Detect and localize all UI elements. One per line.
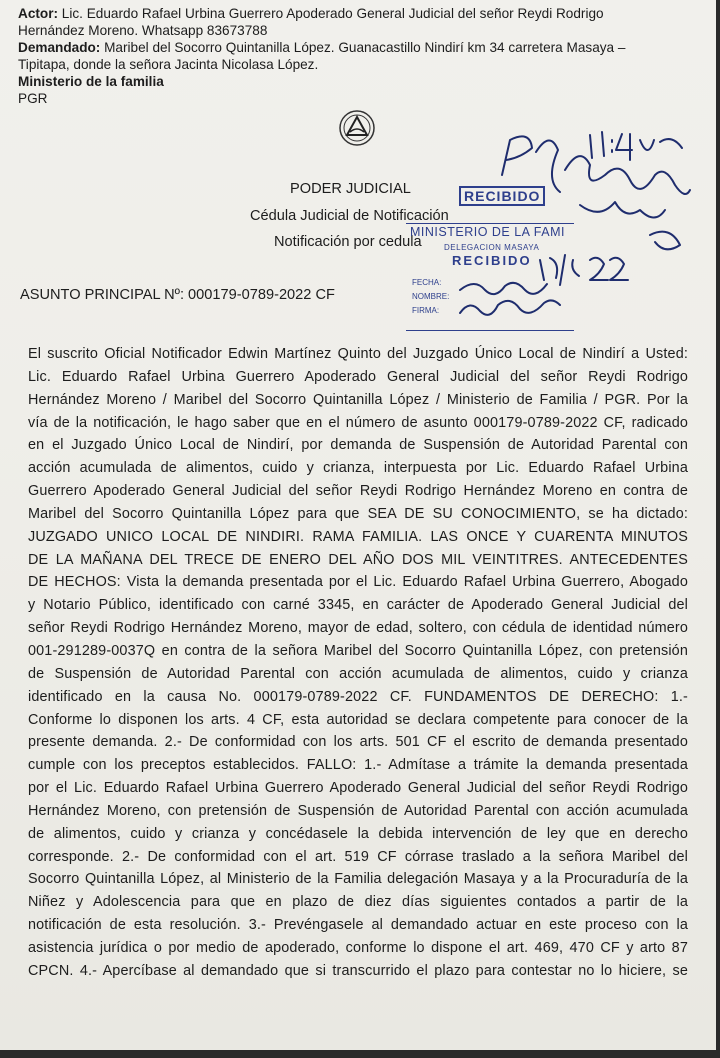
notification-body (28, 343, 688, 983)
body-line: presente demanda. 2.- De conformidad con los arts. 501 CF el escrito de demanda presentado (28, 734, 688, 751)
bottom-edge (0, 1050, 720, 1058)
body-line: Lic. Eduardo Rafael Urbina Guerrero Apoderado General Judicial del señor Reydi Rodrigo (28, 368, 688, 385)
cedula-title: Cédula Judicial de Notificación (250, 208, 449, 224)
stamp-fecha-label: FECHA: (412, 278, 442, 287)
body-line: asistencia jurídica o por medio de apoderado, conforme lo dispone el art. 469, 470 CF y arto 87 (28, 939, 688, 956)
body-line: y Notario Público, identificado con carné 3345, en carácter de Apoderado General Judicial del (28, 597, 688, 614)
asunto-principal: ASUNTO PRINCIPAL Nº: 000179-0789-2022 CF (20, 287, 335, 303)
body-line: Socorro Quintanilla López, al Ministerio de la Familia delegación Masaya y a la Procuraduría de la (28, 871, 688, 888)
ministerio-line: Ministerio de la familia (18, 74, 164, 89)
body-line: Maribel del Socorro Quintanilla López para que SEA DE SU CONOCIMIENTO, se ha dictado: (28, 505, 688, 522)
body-line: de alimentos, cuido y crianza y concédasele la debida intervención de ley que en derecho (28, 825, 688, 842)
demandado-line-1: Demandado: Maribel del Socorro Quintanilla López. Guanacastillo Nindirí km 34 carretera Masaya – (18, 40, 626, 55)
body-line: notificación de esta resolución. 3.- Prevéngasele al demandado actuar en este proceso con la (28, 917, 688, 934)
stamp-recibido: RECIBIDO (452, 253, 532, 268)
body-line: corresponde. 2.- De conformidad con el art. 519 CF córrase traslado a la señora Maribel del (28, 848, 688, 865)
body-line: acción acumulada de alimentos, cuido y crianza, interpuesta por Lic. Eduardo Rafael Urbina (28, 460, 688, 477)
notificacion-title: Notificación por cedula (274, 234, 422, 250)
body-line: 001-291289-0037Q en contra de la señora Maribel del Socorro Quintanilla López, con pretensión (28, 642, 688, 659)
actor-line-2: Hernández Moreno. Whatsapp 83673788 (18, 23, 268, 38)
demandado-line-2: Tipitapa, donde la señora Jacinta Nicolasa López. (18, 57, 319, 72)
actor-line-1: Actor: Lic. Eduardo Rafael Urbina Guerrero Apoderado General Judicial del señor Reydi Rodrigo (18, 6, 604, 21)
pgr-line: PGR (18, 91, 48, 106)
body-line: vía de la notificación, le hago saber que en el número de asunto 000179-0789-2022 CF, radicado (28, 414, 688, 431)
body-line: DE HECHOS: Vista la demanda presentada por el Lic. Eduardo Rafael Urbina Guerrero, Abogado (28, 574, 688, 591)
body-line: Conforme lo disponen los arts. 4 CF, esta autoridad se declara competente para conocer de la (28, 711, 688, 728)
handwritten-annotations (440, 110, 710, 320)
body-line: Hernández Moreno, con pretensión de Suspensión de Autoridad Parental con acción acumulada (28, 802, 688, 819)
stamp-ministerio: MINISTERIO DE LA FAMI (410, 225, 565, 239)
body-line: Hernández Moreno / Maribel del Socorro Quintanilla López / Ministerio de Familia / PGR. Por la (28, 391, 688, 408)
body-line: por el Lic. Eduardo Rafael Urbina Guerrero Apoderado General Judicial del señor Reydi Rodrigo (28, 780, 688, 797)
stamp-delegacion: DELEGACION MASAYA (444, 243, 540, 252)
body-line: JUZGADO UNICO LOCAL DE NINDIRI. RAMA FAMILIA. LAS ONCE Y CUARENTA MINUTOS (28, 528, 688, 545)
body-line: identificado en la causa No. 000179-0789-2022 CF. FUNDAMENTOS DE DERECHO: 1.- (28, 688, 688, 705)
body-line: El suscrito Oficial Notificador Edwin Martínez Quinto del Juzgado Único Local de Nindirí a Usted: (28, 346, 688, 362)
poder-judicial-emblem-icon (337, 108, 377, 148)
stamp-nombre-label: NOMBRE: (412, 292, 450, 301)
body-line: CPCN. 4.- Apercíbase al demandado que si transcurrido el plazo para contestar no lo hiciere, se (28, 962, 688, 979)
body-line: de Suspensión de Autoridad Parental con acción acumulada de alimentos, cuido y crianza (28, 665, 688, 682)
body-line: cumple con los preceptos establecidos. FALLO: 1.- Admítase a trámite la demanda presentada (28, 757, 688, 774)
poder-judicial-title: PODER JUDICIAL (290, 181, 411, 197)
body-line: Niñez y Adolescencia para que en plazo de diez días siguientes contados a partir de la (28, 894, 688, 911)
body-line: Guerrero Apoderado General Judicial del señor Reydi Rodrigo Hernández Moreno en contra de (28, 483, 688, 500)
body-line: en el Juzgado Único Local de Nindirí, por demanda de Suspensión de Autoridad Parental con (28, 437, 688, 454)
stamp-recibido-top: RECIBIDO (459, 186, 545, 206)
stamp-firma-label: FIRMA: (412, 306, 440, 315)
body-line: señor Reydi Rodrigo Hernández Moreno, mayor de edad, soltero, con cédula de identidad número (28, 620, 688, 637)
body-line: DE LA MAÑANA DEL TRECE DE ENERO DEL AÑO DOS MIL VEINTITRES. ANTECEDENTES (28, 551, 688, 568)
